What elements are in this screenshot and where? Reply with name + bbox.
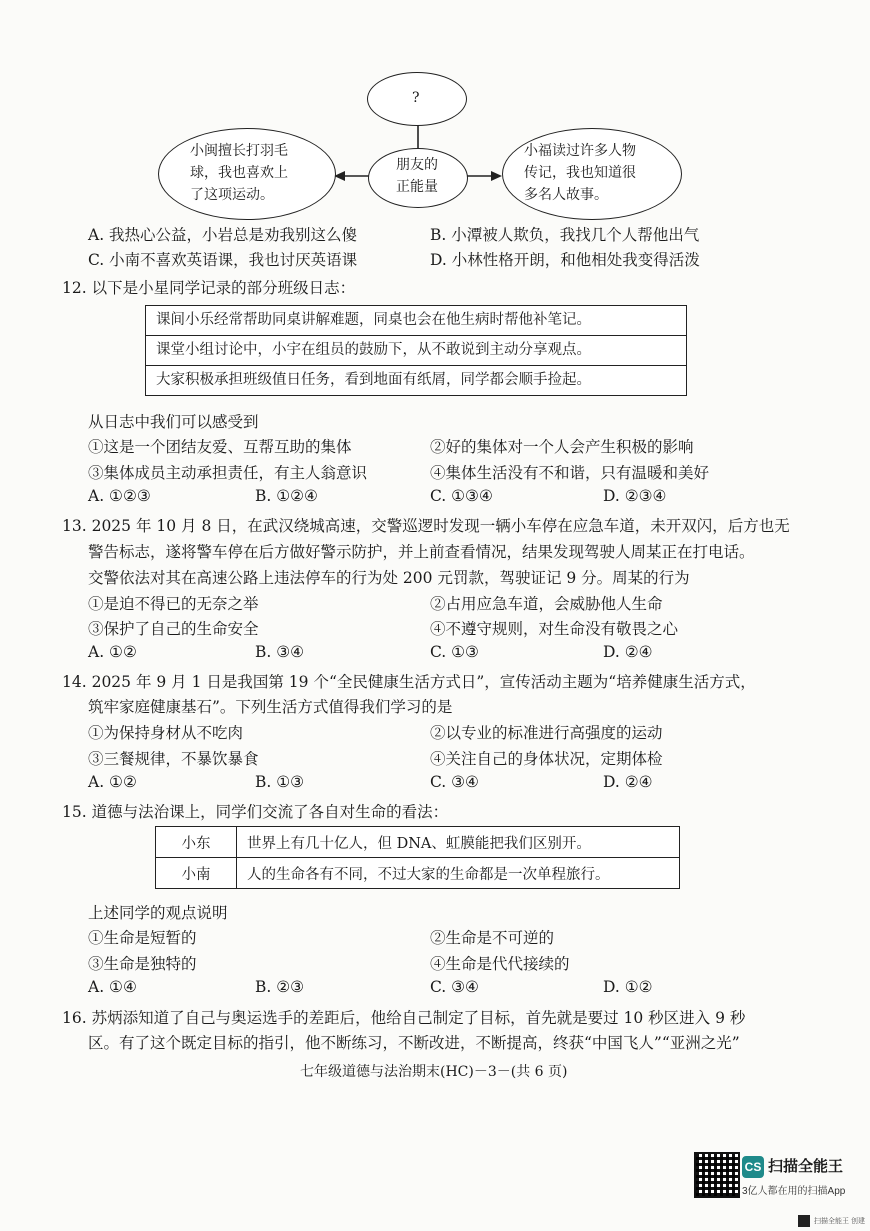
q13-option-c: C. ①③ [430, 643, 479, 661]
q12-log-entry: 大家积极承担班级值日任务，看到地面有纸屑，同学都会顺手捡起。 [156, 372, 591, 388]
table-cell-text: 世界上有几十亿人，但 DNA、虹膜能把我们区别开。 [237, 827, 680, 858]
q15-option-c: C. ③④ [430, 978, 479, 996]
q14-stem-line: 14. 2025 年 9 月 1 日是我国第 19 个“全民健康生活方式日”，宣传活动主题为“培养健康生活方式， [62, 673, 756, 691]
q12-item-1: ①这是一个团结友爱、互帮互助的集体 [88, 438, 352, 456]
diagram-center-text: 朋友的 正能量 [396, 157, 438, 195]
q12-item-2: ②好的集体对一个人会产生积极的影响 [430, 438, 694, 456]
page-footer: 七年级道德与法治期末(HC)－3－(共 6 页) [300, 1064, 568, 1080]
q14-item-2: ②以专业的标准进行高强度的运动 [430, 724, 663, 742]
q12-log-box [145, 305, 687, 396]
q14-item-1: ①为保持身材从不吃肉 [88, 724, 244, 742]
q12-prompt: 从日志中我们可以感受到 [88, 413, 259, 431]
q11-option-c: C. 小南不喜欢英语课，我也讨厌英语课 [88, 251, 358, 269]
q13-stem-line: 警告标志，遂将警车停在后方做好警示防护，并上前查看情况，结果发现驾驶人周某正在打电话。 [88, 543, 755, 561]
q13-stem-line: 13. 2025 年 10 月 8 日，在武汉绕城高速，交警巡逻时发现一辆小车停在应急车道，未开双闪，后方也无 [62, 517, 790, 535]
q15-opinion-table [155, 826, 680, 889]
scanner-logo: CS [742, 1156, 764, 1178]
scanner-tagline: 3亿人都在用的扫描App [742, 1186, 846, 1197]
q14-option-a: A. ①② [88, 773, 137, 791]
q12-item-4: ④集体生活没有不和谐，只有温暖和美好 [430, 464, 710, 482]
q13-item-1: ①是迫不得已的无奈之举 [88, 595, 259, 613]
q15-item-1: ①生命是短暂的 [88, 929, 197, 947]
q15-option-d: D. ①② [603, 978, 653, 996]
table-cell-name: 小东 [156, 827, 237, 858]
q13-item-4: ④不遵守规则，对生命没有敬畏之心 [430, 620, 679, 638]
q15-prompt: 上述同学的观点说明 [88, 904, 228, 922]
q15-option-a: A. ①④ [88, 978, 137, 996]
scanner-corner-text: 扫描全能王 创建 [814, 1218, 865, 1225]
q13-stem-line: 交警依法对其在高速公路上违法停车的行为处 200 元罚款，驾驶证记 9 分。周某的行为 [88, 569, 690, 587]
q14-item-3: ③三餐规律，不暴饮暴食 [88, 750, 259, 768]
q12-option-c: C. ①③④ [430, 487, 493, 505]
table-cell-name: 小南 [156, 858, 237, 889]
q13-item-2: ②占用应急车道，会威胁他人生命 [430, 595, 663, 613]
diagram-question-mark: ? [412, 90, 420, 106]
q13-option-b: B. ③④ [255, 643, 305, 661]
q14-option-c: C. ③④ [430, 773, 479, 791]
corner-qr-code [798, 1215, 810, 1227]
q12-option-a: A. ①②③ [88, 487, 151, 505]
q16-stem-line: 16. 苏炳添知道了自己与奥运选手的差距后，他给自己制定了目标，首先就是要过 10 秒区进入 9 秒 [62, 1009, 746, 1027]
q12-option-b: B. ①②④ [255, 487, 318, 505]
q12-item-3: ③集体成员主动承担责任，有主人翁意识 [88, 464, 368, 482]
q16-stem-line: 区。有了这个既定目标的指引，他不断练习，不断改进，不断提高，终获“中国飞人”“亚洲之光” [88, 1034, 740, 1052]
q15-item-4: ④生命是代代接续的 [430, 955, 570, 973]
scanner-brand-name: 扫描全能王 [768, 1158, 844, 1175]
q13-option-d: D. ②④ [603, 643, 653, 661]
q14-stem-line: 筑牢家庭健康基石”。下列生活方式值得我们学习的是 [88, 698, 453, 716]
diagram-right-text: 小福读过许多人物 传记，我也知道很 多名人故事。 [524, 143, 636, 203]
q15-item-3: ③生命是独特的 [88, 955, 197, 973]
q11-option-d: D. 小林性格开朗，和他相处我变得活泼 [430, 251, 700, 269]
qr-code [694, 1152, 740, 1198]
q11-option-a: A. 我热心公益，小岩总是劝我别这么傻 [88, 226, 358, 244]
q12-option-d: D. ②③④ [603, 487, 667, 505]
q12-log-entry: 课间小乐经常帮助同桌讲解难题，同桌也会在他生病时帮他补笔记。 [146, 306, 686, 336]
q13-option-a: A. ①② [88, 643, 137, 661]
diagram-left-text: 小闽擅长打羽毛 球，我也喜欢上 了这项运动。 [190, 143, 288, 203]
q15-option-b: B. ②③ [255, 978, 305, 996]
q12-stem: 12. 以下是小星同学记录的部分班级日志： [62, 279, 356, 297]
q14-item-4: ④关注自己的身体状况，定期体检 [430, 750, 663, 768]
table-row [156, 858, 680, 889]
q15-stem: 15. 道德与法治课上，同学们交流了各自对生命的看法： [62, 803, 449, 821]
q13-item-3: ③保护了自己的生命安全 [88, 620, 259, 638]
table-cell-text: 人的生命各有不同，不过大家的生命都是一次单程旅行。 [237, 858, 680, 889]
q11-option-b: B. 小潭被人欺负，我找几个人帮他出气 [430, 226, 700, 244]
q15-item-2: ②生命是不可逆的 [430, 929, 555, 947]
q12-log-entry: 课堂小组讨论中，小宇在组员的鼓励下，从不敢说到主动分享观点。 [146, 336, 686, 366]
q14-option-d: D. ②④ [603, 773, 653, 791]
q14-option-b: B. ①③ [255, 773, 305, 791]
table-row [156, 827, 680, 858]
